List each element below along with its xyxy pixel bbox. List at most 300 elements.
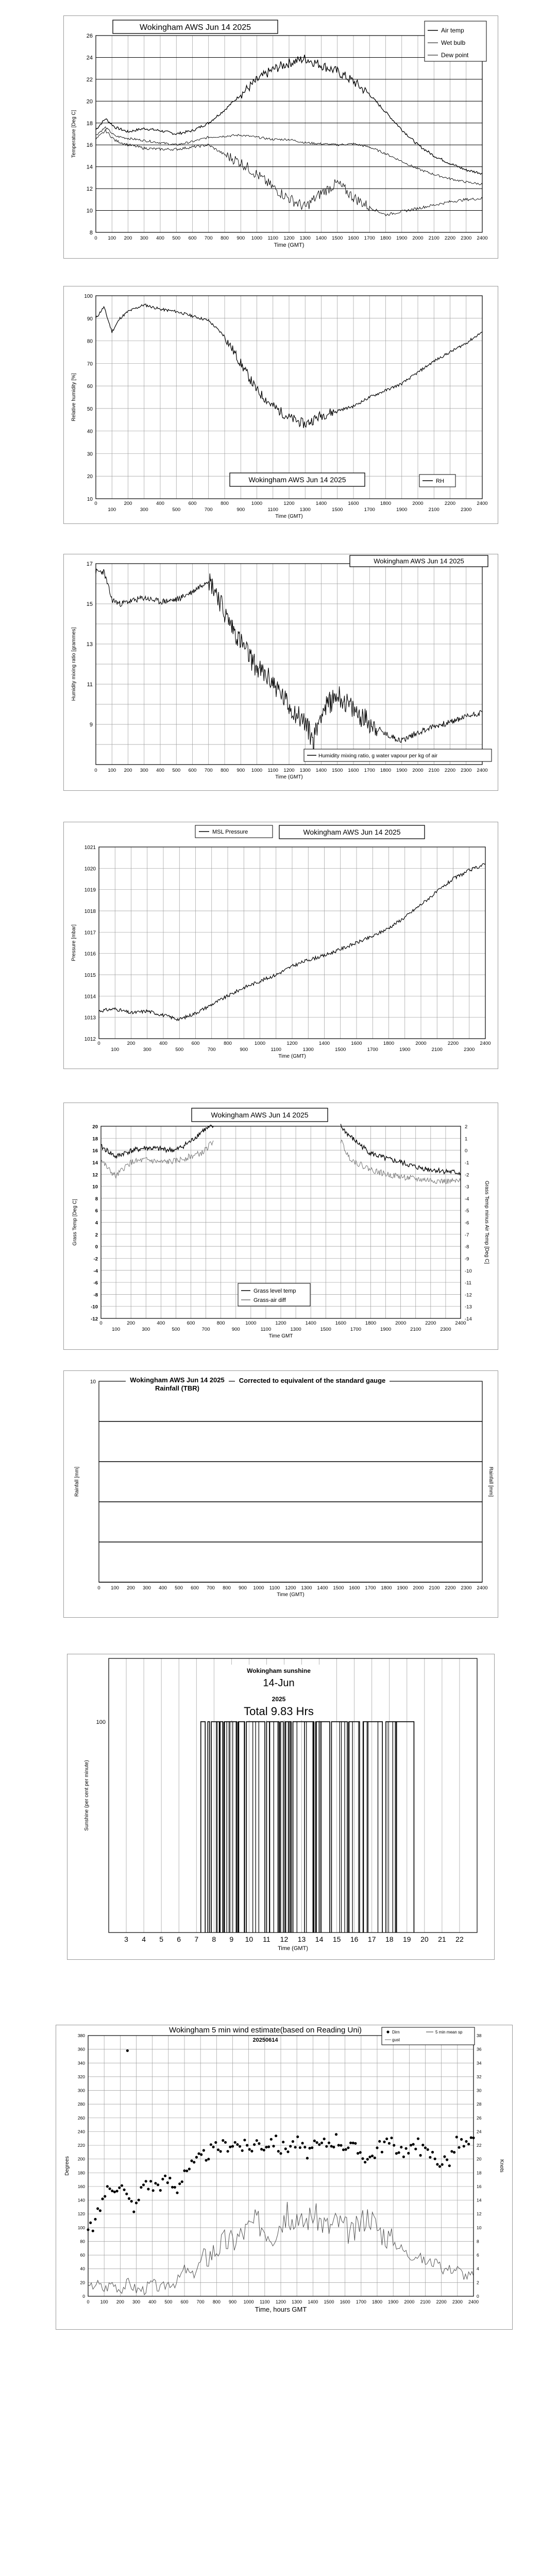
mr-xtick-label: 2400: [477, 768, 488, 773]
grass-xtick-label: 2300: [440, 1327, 451, 1332]
sun-xtick-label: 14: [315, 1935, 324, 1943]
temp-ytick-label: 12: [86, 186, 93, 193]
pres-ytick-label: 1017: [84, 930, 96, 936]
pres-xtick-label: 900: [240, 1047, 248, 1053]
rain-xtick-label: 2400: [477, 1585, 488, 1591]
sunshine-chart-panel: [67, 1654, 495, 1960]
wind-dirn-point: [277, 2150, 280, 2153]
grass-ylabel-right: Grass Temp minus Air Temp [Deg C]: [484, 1180, 489, 1264]
temp-xtick-label: 100: [108, 235, 116, 241]
wind-title: Wokingham 5 min wind estimate(based on Reading Uni): [168, 2026, 362, 2035]
grass-legend-entry: Grass level temp: [253, 1288, 296, 1294]
temp-xtick-label: 1100: [267, 235, 278, 241]
wind-dirn-point: [374, 2157, 376, 2159]
wind-xtick-label: 2200: [436, 2299, 447, 2304]
grass-xtick-label: 900: [231, 1327, 240, 1332]
pres-xtick-label: 1000: [254, 1041, 266, 1046]
wind-dirn-point: [161, 2178, 164, 2180]
wind-subtitle: 20250614: [252, 2037, 278, 2043]
wind-dirn-point: [96, 2207, 99, 2210]
grass-ytick-label: 0: [95, 1244, 98, 1250]
pres-xtick-label: 1200: [286, 1041, 298, 1046]
wind-ytick-label: 260: [77, 2115, 85, 2121]
rh-ytick-label: 80: [87, 338, 93, 345]
sun-series-block: [281, 1722, 283, 1933]
pres-xtick-label: 2200: [447, 1041, 459, 1046]
wind-dirn-point: [421, 2144, 424, 2146]
grass-ytick-label: 6: [95, 1208, 98, 1214]
wind-dirn-point: [263, 2149, 265, 2151]
wind-xtick-label: 200: [116, 2299, 124, 2304]
wind-ytick-label: 160: [77, 2183, 85, 2189]
wind-dirn-point: [368, 2156, 371, 2158]
wind-xlabel: Time, hours GMT: [255, 2306, 307, 2313]
rain-xtick-label: 2100: [429, 1585, 440, 1591]
sun-xtick-label: 6: [177, 1935, 181, 1943]
wind-ytick-label: 100: [77, 2225, 85, 2230]
rh-xtick-label: 200: [124, 501, 132, 506]
wind-dirn-point: [402, 2156, 405, 2158]
wind-dirn-point: [436, 2163, 438, 2165]
wind-dirn-point: [195, 2156, 198, 2159]
rain-xtick-label: 1100: [269, 1585, 280, 1591]
rain-subtitle: Rainfall (TBR): [155, 1384, 199, 1392]
pres-xtick-label: 1900: [399, 1047, 411, 1053]
rain-xtick-label: 100: [111, 1585, 119, 1591]
wind-xtick-label: 1500: [324, 2299, 334, 2304]
wind-dirn-point: [272, 2145, 275, 2147]
sun-xtick-label: 10: [245, 1935, 253, 1943]
rh-xtick-label: 600: [188, 501, 197, 506]
wind-dirn-point: [200, 2153, 202, 2156]
rh-xtick-label: 1100: [267, 507, 278, 513]
wind-dirn-point: [335, 2133, 337, 2136]
pres-xtick-label: 2300: [464, 1047, 475, 1053]
wind-dirn-point: [214, 2141, 217, 2144]
sun-title-block: [222, 1665, 335, 1720]
pres-xtick-label: 2000: [415, 1041, 427, 1046]
grass-ytick-label: 8: [95, 1196, 98, 1202]
wind-ytick-label-right: 36: [477, 2046, 482, 2052]
wind-dirn-point: [366, 2158, 369, 2161]
temp-xtick-label: 300: [140, 235, 148, 241]
wind-dirn-point: [448, 2164, 451, 2167]
rain-xtick-label: 1500: [333, 1585, 344, 1591]
wind-dirn-point: [340, 2144, 342, 2147]
wind-dirn-point: [154, 2182, 157, 2184]
grass-ytick-label-right: -2: [465, 1172, 469, 1178]
pres-xtick-label: 700: [207, 1047, 216, 1053]
wind-ytick-label: 320: [77, 2074, 85, 2079]
wind-dirn-point: [222, 2139, 224, 2142]
sun-xtick-label: 22: [455, 1935, 464, 1943]
rain-xtick-label: 2300: [461, 1585, 472, 1591]
wind-ytick-label: 20: [80, 2280, 85, 2285]
wind-dirn-point: [359, 2151, 362, 2154]
grass-ytick-label: -10: [91, 1304, 98, 1310]
wind-xtick-label: 1200: [275, 2299, 286, 2304]
pres-ytick-label: 1016: [84, 951, 96, 957]
grass-xtick-label: 800: [216, 1320, 225, 1326]
sun-series-block: [225, 1722, 237, 1933]
grass-ytick-label: -2: [93, 1256, 98, 1262]
wind-dirn-point: [140, 2186, 142, 2189]
rh-ytick-label: 70: [87, 361, 93, 367]
wind-dirn-point: [168, 2177, 171, 2179]
wind-xtick-label: 0: [87, 2299, 90, 2304]
mr-xtick-label: 200: [124, 768, 132, 773]
grass-ytick-label-right: -3: [465, 1184, 469, 1190]
wind-dirn-point: [299, 2146, 301, 2149]
sun-series-block: [293, 1722, 314, 1933]
wind-dirn-point: [292, 2140, 294, 2143]
wind-dirn-point: [429, 2156, 431, 2159]
sun-xtick-label: 17: [367, 1935, 376, 1943]
wind-dirn-point: [303, 2146, 306, 2148]
temp-xtick-label: 0: [94, 235, 97, 241]
rh-xtick-label: 800: [221, 501, 229, 506]
sun-subtitle: 14-Jun: [263, 1677, 295, 1689]
wind-dirn-point: [364, 2161, 366, 2163]
wind-dirn-point: [248, 2148, 251, 2150]
grass-xtick-label: 1700: [350, 1327, 361, 1332]
rain-xtick-label: 1300: [301, 1585, 312, 1591]
grass-ylabel: Grass Temp [Deg C]: [72, 1199, 78, 1246]
temp-ytick-label: 26: [86, 33, 93, 39]
sun-xtick-label: 8: [212, 1935, 216, 1943]
grass-temperature-chart: [64, 1103, 498, 1349]
wind-dirn-point: [470, 2137, 472, 2139]
temp-ytick-label: 20: [86, 98, 93, 105]
wind-xtick-label: 900: [228, 2299, 237, 2304]
pres-ytick-label: 1015: [84, 973, 96, 978]
sun-series-block: [266, 1722, 279, 1933]
wind-xtick-label: 500: [164, 2299, 173, 2304]
mixing-ratio-chart: [64, 554, 498, 790]
rh-xtick-label: 1500: [332, 507, 343, 513]
wind-dirn-point: [205, 2159, 208, 2162]
grass-ytick-label: -8: [93, 1292, 98, 1298]
wind-xtick-label: 1400: [308, 2299, 318, 2304]
temp-legend-entry: Wet bulb: [441, 39, 466, 46]
mr-xtick-label: 2000: [412, 768, 424, 773]
pres-xtick-label: 600: [191, 1041, 200, 1046]
wind-dirn-point: [294, 2146, 297, 2148]
wind-ytick-label-right: 12: [477, 2211, 482, 2217]
wind-dirn-point: [159, 2189, 162, 2192]
wind-dirn-point: [467, 2143, 470, 2145]
temp-xtick-label: 1600: [348, 235, 359, 241]
mr-xtick-label: 2200: [444, 768, 456, 773]
rainfall-chart: [64, 1371, 498, 1617]
grass-xtick-label: 500: [172, 1327, 180, 1332]
grass-ytick-label-right: -7: [465, 1232, 469, 1238]
wind-dirn-point: [325, 2145, 328, 2148]
wind-dirn-point: [152, 2189, 155, 2192]
rh-xtick-label: 2000: [412, 501, 424, 506]
wind-dirn-point: [320, 2142, 323, 2144]
temp-xtick-label: 1400: [315, 235, 327, 241]
wind-dirn-point: [455, 2136, 458, 2138]
wind-ytick-label-right: 38: [477, 2033, 482, 2038]
wind-dirn-point: [101, 2197, 104, 2200]
temp-xtick-label: 200: [124, 235, 132, 241]
grass-xtick-label: 1300: [290, 1327, 301, 1332]
mr-xtick-label: 500: [172, 768, 181, 773]
rh-xtick-label: 2200: [444, 501, 456, 506]
wind-dirn-point: [130, 2200, 133, 2202]
wind-dirn-point: [453, 2151, 455, 2154]
rain-xtick-label: 900: [239, 1585, 247, 1591]
wind-xtick-label: 800: [212, 2299, 221, 2304]
rh-ytick-label: 100: [84, 294, 93, 299]
grass-xtick-label: 1800: [365, 1320, 377, 1326]
wind-dirn-point: [410, 2144, 412, 2146]
wind-dirn-point: [438, 2165, 441, 2168]
wind-ylabel-right: Knots: [499, 2159, 504, 2173]
temp-ytick-label: 14: [86, 164, 93, 171]
sun-xlabel: Time (GMT): [278, 1945, 308, 1952]
temp-xtick-label: 1800: [380, 235, 392, 241]
wind-dirn-point: [132, 2211, 135, 2213]
wind-ytick-label-right: 34: [477, 2060, 482, 2066]
grass-xtick-label: 300: [142, 1327, 150, 1332]
sun-total: Total 9.83 Hrs: [244, 1705, 314, 1718]
temp-legend-entry: Dew point: [441, 52, 469, 59]
mr-xtick-label: 300: [140, 768, 148, 773]
grass-ytick-label: 14: [92, 1160, 98, 1166]
wind-dirn-point: [197, 2153, 200, 2155]
wind-ylabel: Degrees: [64, 2156, 70, 2176]
pres-ytick-label: 1021: [84, 845, 96, 851]
pres-xtick-label: 100: [111, 1047, 120, 1053]
wind-dirn-point: [253, 2143, 256, 2146]
wind-dirn-point: [400, 2146, 402, 2148]
sun-series-block: [239, 1722, 245, 1933]
pres-ytick-label: 1012: [84, 1037, 96, 1042]
pres-xlabel: Time (GMT): [278, 1054, 306, 1059]
wind-ytick-label-right: 8: [477, 2239, 479, 2244]
rh-legend-entry: RH: [436, 478, 444, 484]
wind-dirn-point: [357, 2152, 359, 2155]
pres-ytick-label: 1020: [84, 866, 96, 872]
wind-dirn-point: [113, 2191, 116, 2193]
mr-ytick-label: 15: [86, 601, 93, 607]
pres-ytick-label: 1013: [84, 1015, 96, 1021]
temp-ytick-label: 18: [86, 120, 93, 127]
grass-ytick-label: 20: [92, 1124, 98, 1130]
pres-xtick-label: 1500: [335, 1047, 346, 1053]
grass-xtick-label: 2000: [395, 1320, 407, 1326]
rh-xtick-label: 1000: [251, 501, 263, 506]
rh-xtick-label: 1800: [380, 501, 392, 506]
pres-xtick-label: 300: [143, 1047, 151, 1053]
pres-xtick-label: 1100: [270, 1047, 281, 1053]
pres-title: Wokingham AWS Jun 14 2025: [303, 828, 401, 837]
wind-xtick-label: 1700: [356, 2299, 366, 2304]
wind-dirn-point: [352, 2142, 354, 2144]
wind-dirn-point: [279, 2152, 282, 2155]
pres-xtick-label: 0: [97, 1041, 100, 1046]
pres-xtick-label: 2400: [480, 1041, 491, 1046]
wind-dirn-point: [111, 2190, 113, 2192]
rain-plot-area: [99, 1381, 482, 1582]
wind-dirn-point: [239, 2145, 241, 2148]
wind-dirn-point: [289, 2145, 292, 2147]
wind-legend-entry: 5 min mean sp: [435, 2030, 463, 2035]
mr-legend-entry: Humidity mixing ratio, g water vapour per kg of air: [318, 753, 438, 759]
rain-xtick-label: 1900: [397, 1585, 408, 1591]
wind-ytick-label: 0: [82, 2294, 85, 2299]
mr-xtick-label: 100: [108, 768, 116, 773]
mr-xtick-label: 2100: [428, 768, 439, 773]
wind-ytick-label-right: 4: [477, 2266, 479, 2272]
grass-ytick-label: -6: [93, 1280, 98, 1286]
wind-xtick-label: 1600: [340, 2299, 350, 2304]
mr-xtick-label: 1100: [267, 768, 278, 773]
wind-dirn-point: [176, 2192, 178, 2194]
humidity-chart: [64, 286, 498, 523]
rain-xtick-label: 800: [223, 1585, 231, 1591]
wind-dirn-point: [381, 2151, 383, 2154]
rh-xtick-label: 900: [236, 507, 245, 513]
wind-dirn-point: [385, 2138, 388, 2140]
wind-dirn-point: [296, 2136, 299, 2138]
wind-ytick-label-right: 0: [477, 2294, 479, 2299]
grass-xtick-label: 1900: [380, 1327, 392, 1332]
wind-ytick-label: 80: [80, 2239, 85, 2244]
grass-legend-entry: Grass-air diff: [253, 1297, 286, 1303]
rain-note: Corrected to equivalent of the standard gauge: [239, 1377, 386, 1384]
temp-ytick-label: 16: [86, 142, 93, 149]
temp-xlabel: Time (GMT): [274, 242, 305, 248]
grass-ytick-label: -12: [91, 1316, 98, 1322]
rh-xtick-label: 2400: [477, 501, 488, 506]
temp-ytick-label: 8: [89, 230, 93, 236]
wind-dirn-point: [166, 2181, 169, 2184]
pres-ytick-label: 1018: [84, 909, 96, 914]
grass-xlabel: Time GMT: [268, 1333, 293, 1339]
grass-xtick-label: 2400: [455, 1320, 466, 1326]
pres-xtick-label: 200: [127, 1041, 136, 1046]
wind-dirn-point: [306, 2157, 309, 2159]
wind-dirn-point: [267, 2145, 270, 2148]
wind-ytick-label-right: 20: [477, 2156, 482, 2162]
wind-legend: [382, 2027, 475, 2045]
temp-xtick-label: 1300: [299, 235, 311, 241]
wind-dirn-point: [354, 2142, 357, 2145]
grass-ytick-label: 12: [92, 1172, 98, 1178]
rain-xtick-label: 0: [97, 1585, 100, 1591]
wind-dirn-point: [128, 2197, 130, 2200]
wind-dirn-point: [116, 2190, 119, 2192]
rh-xtick-label: 1200: [283, 501, 295, 506]
wind-dirn-point: [347, 2146, 349, 2149]
sun-xtick-label: 18: [385, 1935, 394, 1943]
sun-xtick-label: 9: [229, 1935, 234, 1943]
wind-xtick-label: 2100: [420, 2299, 431, 2304]
mr-xtick-label: 0: [94, 768, 97, 773]
wind-dirn-point: [164, 2175, 166, 2177]
mr-xtick-label: 1000: [251, 768, 263, 773]
grass-xtick-label: 700: [201, 1327, 210, 1332]
pres-xtick-label: 2100: [431, 1047, 443, 1053]
rh-legend: [419, 474, 455, 487]
wind-dirn-point: [185, 2170, 188, 2172]
wind-dirn-point: [109, 2188, 111, 2190]
grass-ytick-label-right: -8: [465, 1244, 469, 1250]
wind-dirn-point: [282, 2141, 284, 2143]
wind-dirn-point: [434, 2158, 436, 2160]
wind-dirn-point: [270, 2138, 273, 2141]
rain-title: Wokingham AWS Jun 14 2025: [130, 1376, 225, 1384]
mr-ytick-label: 11: [87, 682, 93, 688]
temp-ytick-label: 24: [86, 55, 93, 61]
mr-title: Wokingham AWS Jun 14 2025: [374, 557, 464, 565]
rh-ytick-label: 10: [87, 497, 93, 502]
rh-xtick-label: 1300: [299, 507, 311, 513]
grass-ytick-label-right: -6: [465, 1220, 469, 1226]
mr-xtick-label: 1900: [396, 768, 408, 773]
wind-dirn-point: [342, 2148, 345, 2151]
sunshine-chart: [67, 1654, 494, 1959]
wind-dirn-point: [460, 2138, 463, 2141]
sun-xtick-label: 16: [350, 1935, 359, 1943]
mr-legend: [304, 749, 492, 761]
rh-ytick-label: 50: [87, 406, 93, 412]
wind-ytick-label-right: 28: [477, 2102, 482, 2107]
rh-title: Wokingham AWS Jun 14 2025: [248, 476, 346, 484]
temp-xtick-label: 2200: [444, 235, 456, 241]
wind-legend-entry: Dirn: [392, 2030, 400, 2035]
wind-dirn-point: [123, 2189, 126, 2191]
rainfall-chart-panel: [63, 1370, 498, 1618]
sun-year: 2025: [272, 1696, 286, 1703]
humidity-chart-panel: [63, 286, 498, 524]
sun-xtick-label: 5: [159, 1935, 164, 1943]
mr-ytick-label: 9: [89, 722, 93, 728]
mr-xtick-label: 900: [236, 768, 245, 773]
grass-xtick-label: 2100: [410, 1327, 421, 1332]
grass-ytick-label-right: -12: [465, 1292, 472, 1298]
sun-series-block: [363, 1722, 382, 1933]
wind-xtick-label: 1100: [260, 2299, 270, 2304]
wind-ytick-label-right: 14: [477, 2197, 482, 2203]
grass-xtick-label: 2200: [425, 1320, 436, 1326]
rain-ytick-label: 10: [90, 1379, 96, 1385]
wind-dirn-point: [407, 2152, 410, 2155]
wind-ytick-label: 200: [77, 2156, 85, 2162]
rh-ytick-label: 30: [87, 451, 93, 457]
wind-ytick-label: 340: [77, 2060, 85, 2066]
wind-dirn-point: [250, 2150, 253, 2153]
wind-dirn-point: [224, 2141, 227, 2144]
temp-xtick-label: 1500: [332, 235, 343, 241]
rh-xtick-label: 1400: [315, 501, 327, 506]
wind-dirn-point: [210, 2143, 212, 2146]
rain-xtick-label: 500: [175, 1585, 183, 1591]
pres-xtick-label: 1400: [318, 1041, 330, 1046]
grass-xtick-label: 1000: [245, 1320, 257, 1326]
pres-legend-entry: MSL Pressure: [212, 829, 248, 835]
pres-xtick-label: 400: [159, 1041, 167, 1046]
wind-dirn-point: [443, 2155, 446, 2158]
sun-ylabel: Sunshine (per cent per minute): [84, 1760, 90, 1831]
wind-ytick-label-right: 10: [477, 2225, 482, 2230]
wind-ytick-label: 300: [77, 2088, 85, 2093]
wind-dirn-point: [463, 2145, 465, 2147]
grass-ytick-label: 2: [95, 1232, 98, 1238]
